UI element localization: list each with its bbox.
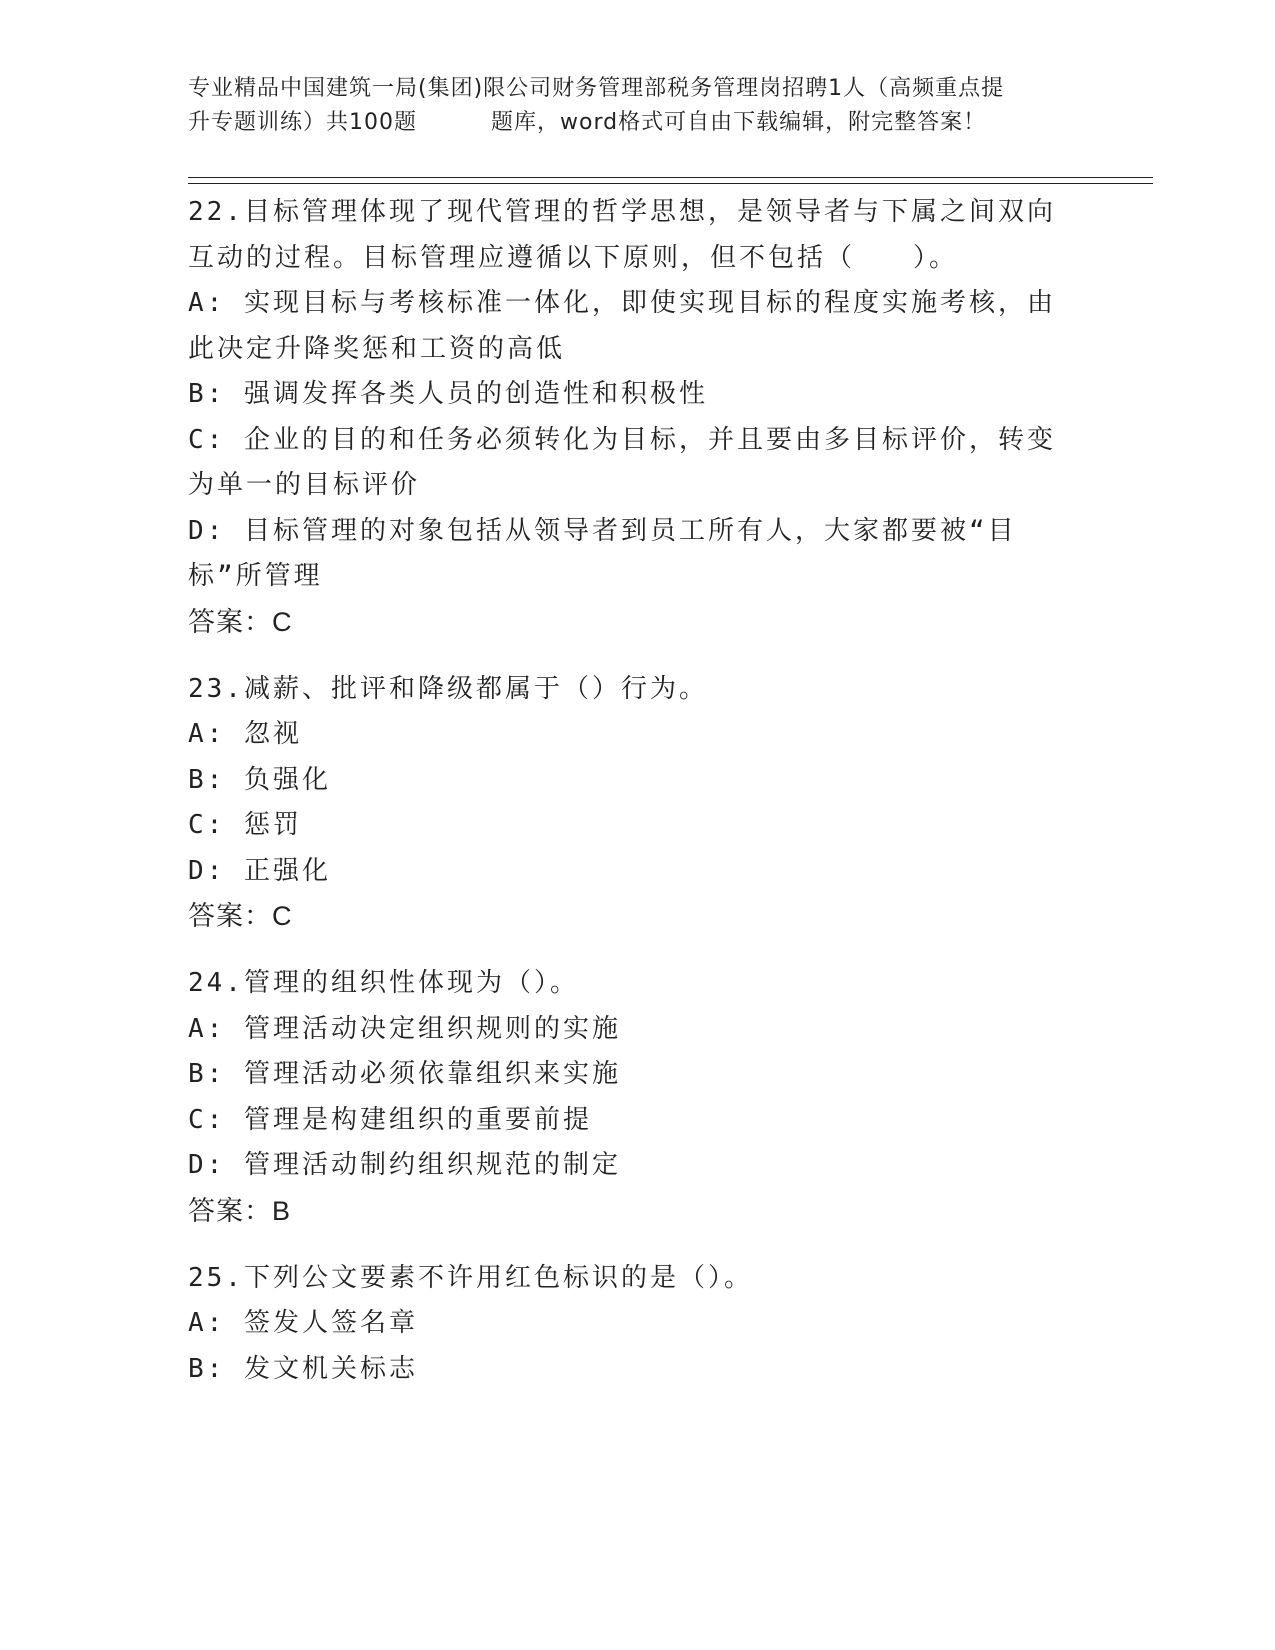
option-a: A: 签发人签名章 [188,1308,418,1338]
answer-label: 答案： [188,606,272,638]
document-header [188,72,1088,140]
answer-line [188,894,1088,939]
question-list [188,190,1088,1414]
header-title-line-1: 专业精品中国建筑一局(集团)限公司财务管理部税务管理岗招聘1人（高频重点提 [188,76,1005,101]
option-d: D: 正强化 [188,855,331,886]
option-b: B: 负强化 [188,764,331,795]
option-c: C: 管理是构建组织的重要前提 [188,1104,592,1135]
option-b: B: 发文机关标志 [188,1353,418,1384]
answer-value: C [272,606,293,637]
question-text: 25.下列公文要素不许用红色标识的是（）。 [188,1262,753,1293]
question-text: 23.减薪、批评和降级都属于（）行为。 [188,673,708,704]
question-24 [188,961,1088,1234]
option-d: D: 管理活动制约组织规范的制定 [188,1150,621,1180]
option-b: B: 管理活动必须依靠组织来实施 [188,1059,621,1089]
option-b: B: 强调发挥各类人员的创造性和积极性 [188,379,708,409]
header-title-line-2 [188,106,1088,140]
question-text: 24.管理的组织性体现为（）。 [188,968,579,998]
option-d: D: 目标管理的对象包括从领导者到员工所有人，大家都要被“目标”所管理 [188,515,1017,591]
question-22 [188,190,1088,645]
option-a: A: 忽视 [188,719,302,749]
question-25 [188,1256,1088,1393]
header-divider-top [188,177,1153,178]
option-a: A: 管理活动决定组织规则的实施 [188,1013,621,1044]
answer-label: 答案： [188,901,272,932]
option-c: C: 惩罚 [188,810,302,840]
question-text: 22.目标管理体现了现代管理的哲学思想，是领导者与下属之间双向互动的过程。目标管理应遵循以下原则，但不包括（ ）。 [188,197,1056,273]
answer-line [188,1189,1088,1234]
option-a: A: 实现目标与考核标准一体化，即使实现目标的程度实施考核，由此决定升降奖惩和工资的高低 [188,288,1056,364]
answer-value: B [272,1195,292,1226]
answer-label: 答案： [188,1195,272,1227]
question-23 [188,667,1088,940]
header-divider-bottom [188,183,1153,184]
header-title-part-2: 题库，word格式可自由下载编辑，附完整答案！ [491,110,987,135]
header-title-part-1: 升专题训练）共100题 [188,110,417,135]
answer-line [188,600,1088,645]
answer-value: C [272,901,293,931]
option-c: C: 企业的目的和任务必须转化为目标，并且要由多目标评价，转变为单一的目标评价 [188,424,1056,500]
